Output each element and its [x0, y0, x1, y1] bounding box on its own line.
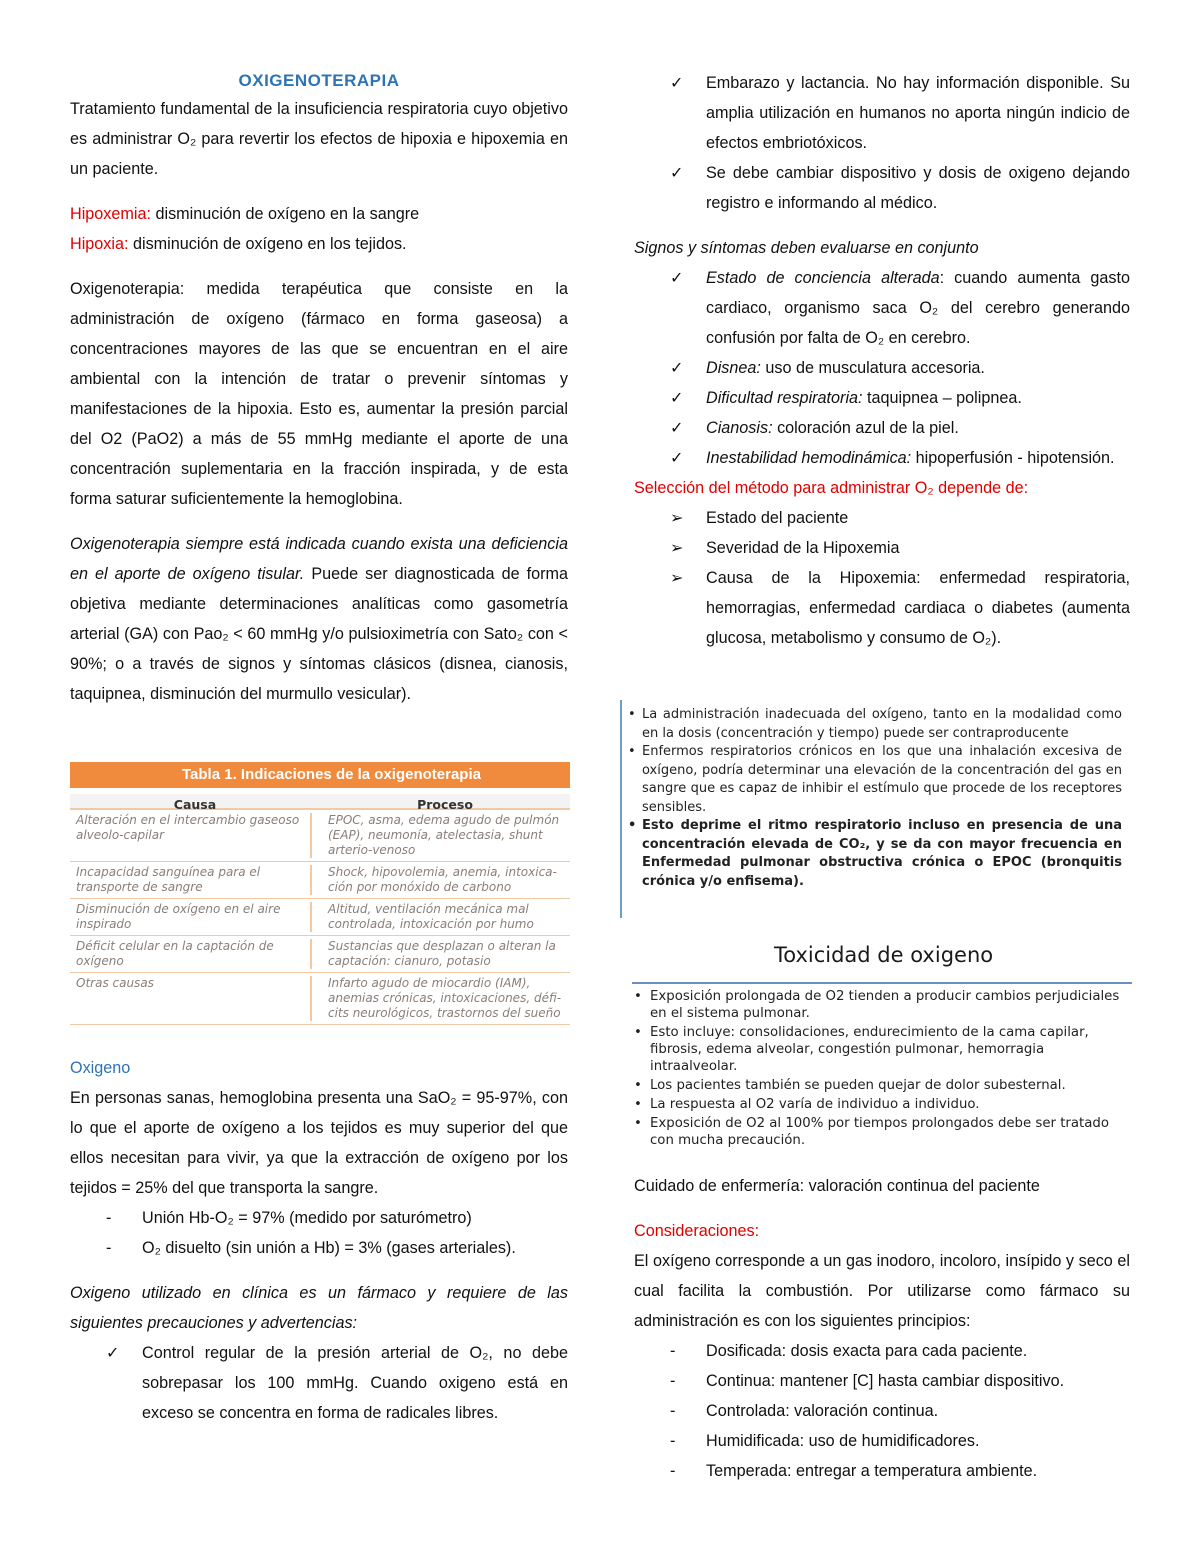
list-item: - Humidificada: uso de humidificadores. — [634, 1426, 1130, 1456]
left-column — [70, 68, 568, 709]
check-icon: ✓ — [670, 389, 684, 407]
check-icon: ✓ — [670, 449, 684, 467]
table-cell: Alteración en el intercambio gaseoso alveolo-capilar — [70, 813, 312, 858]
list-item: ✓ Se debe cambiar dispositivo y dosis de oxigeno dejando registro e informando al médico. — [634, 158, 1130, 218]
hipoxia-text: disminución de oxígeno en los tejidos. — [128, 235, 407, 253]
table-row — [70, 810, 570, 862]
saturation-list — [70, 1203, 568, 1263]
dash-icon: - — [670, 1402, 676, 1420]
list-item: - Controlada: valoración continua. — [634, 1396, 1130, 1426]
arrow-icon: ➢ — [670, 569, 684, 587]
list-item: ➢ Estado del paciente — [634, 503, 1130, 533]
dash-icon: - — [670, 1342, 676, 1360]
table-header-cell: Causa — [173, 797, 217, 812]
indication-rest: Puede ser diagnosticada de forma objetiva mediante determinaciones analíticas como gasometría arterial (GA) con Pao₂ < 60 mmHg y/o pulsioximetría con Sato₂ con < 90%; o a través de signos y síntomas clásicos (disnea, cianosis, taquipnea, disminución del murmullo vesicular). — [70, 565, 568, 703]
signos-heading: Signos y síntomas deben evaluarse en conjunto — [634, 239, 979, 257]
right-column-bottom — [634, 1171, 1130, 1486]
consideraciones-paragraph: El oxígeno corresponde a un gas inodoro, incoloro, insípido y seco el cual facilita la combustión. Por utilizarse como fármaco su administración es con los siguientes principios: — [634, 1252, 1130, 1330]
page-title: OXIGENOTERAPIA — [238, 71, 400, 90]
list-item: • La administración inadecuada del oxígeno, tanto en la modalidad como en la dosis (concentración y tiempo) puede ser contraproducente — [628, 707, 1122, 741]
dash-icon: - — [670, 1432, 676, 1450]
oxigeno-paragraph: En personas sanas, hemoglobina presenta una SaO₂ = 95-97%, con lo que el aporte de oxígeno a los tejidos es muy superior del que ellos necesitan para vivir, ya que la extracción de oxígeno por los tejidos = 25% del que transporta la sangre. — [70, 1089, 568, 1197]
bullet-icon: • — [634, 1025, 642, 1040]
check-icon: ✓ — [670, 419, 684, 437]
list-item: • Enfermos respiratorios crónicos en los que una inhalación excesiva de oxígeno, podría determinar una elevación de la concentración del gas en sangre que es capaz de inhibir el estímulo que procede de los receptores sensibles. — [628, 744, 1122, 815]
table-cell: Sustancias que desplazan o alteran la captación: cianuro, potasio — [328, 939, 556, 968]
table-row — [70, 899, 570, 936]
list-item: ✓ Inestabilidad hemodinámica: hipoperfusión - hipotensión. — [634, 443, 1130, 473]
hipoxemia-text: disminución de oxígeno en la sangre — [150, 205, 420, 223]
dash-icon: - — [106, 1239, 112, 1257]
list-item: • Exposición prolongada de O2 tienden a producir cambios perjudiciales en el sistema pulmonar. — [634, 989, 1120, 1021]
consideraciones-heading: Consideraciones: — [634, 1222, 760, 1240]
table-row — [70, 862, 570, 899]
indication-paragraph — [70, 529, 568, 709]
table-cell: Disminución de oxígeno en el aire inspirado — [70, 902, 312, 932]
arrow-icon: ➢ — [670, 509, 684, 527]
table-row — [70, 973, 570, 1025]
list-item: • Esto incluye: consolidaciones, endurecimiento de la cama capilar, fibrosis, edema alveolar, congestión pulmonar, hemorragia intraalveolar. — [634, 1025, 1089, 1074]
list-item: - O₂ disuelto (sin unión a Hb) = 3% (gases arteriales). — [70, 1233, 568, 1263]
hipoxemia-label: Hipoxemia: — [70, 205, 151, 223]
toxicity-list — [634, 988, 1134, 1151]
table-row — [70, 936, 570, 973]
bullet-icon: • — [628, 744, 636, 759]
intro-paragraph: Tratamiento fundamental de la insuficiencia respiratoria cuyo objetivo es administrar O₂ para revertir los efectos de hipoxia e hipoxemia en un paciente. — [70, 100, 568, 178]
table-title: Tabla 1. Indicaciones de la oxigenoterapia — [70, 762, 570, 788]
check-icon: ✓ — [106, 1344, 120, 1362]
indications-table — [70, 762, 570, 1025]
list-item: ✓ Control regular de la presión arterial de O₂, no debe sobrepasar los 100 mmHg. Cuando oxigeno está en exceso se concentra en forma de radicales libres. — [70, 1338, 568, 1428]
list-item: ✓ Dificultad respiratoria: taquipnea – polipnea. — [634, 383, 1130, 413]
list-item: ✓ Estado de conciencia alterada: cuando aumenta gasto cardiaco, organismo saca O₂ del cerebro generando confusión por falta de O₂ en cerebro. — [634, 263, 1130, 353]
list-item: • Esto deprime el ritmo respiratorio incluso en presencia de una concentración elevada de CO₂, y se da con mayor frecuencia en Enfermedad pulmonar obstructiva crónica o EPOC (bronquitis crónica y/o enfisema). — [628, 818, 1122, 889]
list-item: ✓ Disnea: uso de musculatura accesoria. — [634, 353, 1130, 383]
right-column — [634, 68, 1130, 653]
list-item: • La respuesta al O2 varía de individuo a individuo. — [634, 1097, 980, 1112]
table-header-cell: Proceso — [417, 797, 473, 812]
oxigeno-heading: Oxigeno — [70, 1059, 131, 1077]
check-icon: ✓ — [670, 359, 684, 377]
table-cell: Otras causas — [70, 976, 312, 1021]
definition-paragraph: Oxigenoterapia: medida terapéutica que consiste en la administración de oxígeno (fármaco en forma gaseosa) a concentraciones mayores de las que se encuentran en el aire ambiental con la intención de tratar o prevenir síntomas y manifestaciones de la hipoxia. Esto es, aumentar la presión parcial del O2 (PaO2) a más de 55 mmHg mediante el aporte de una concentración suplementaria en la fracción inspirada, y de esta forma saturar suficientemente la hemoglobina. — [70, 280, 568, 508]
precauciones-paragraph: Oxigeno utilizado en clínica es un fármaco y requiere de las siguientes precauciones y advertencias: — [70, 1284, 568, 1332]
divider — [632, 982, 1132, 984]
check-icon: ✓ — [670, 269, 684, 287]
table-cell: Déficit celular en la captación de oxígeno — [70, 939, 312, 969]
bullet-icon: • — [634, 1097, 642, 1112]
table-cell: Altitud, ventilación mecánica mal controlada, intoxicación por humo — [328, 902, 534, 931]
table-cell: Incapacidad sanguínea para el transporte de sangre — [70, 865, 312, 895]
precaution-list-continued — [634, 68, 1130, 218]
check-icon: ✓ — [670, 164, 684, 182]
table-cell: Infarto agudo de miocardio (IAM), anemias crónicas, intoxicaciones, défi-cits neurológicos, trastornos del sueño — [328, 976, 562, 1020]
list-item: • Exposición de O2 al 100% por tiempos prolongados debe ser tratado con mucha precaución. — [634, 1116, 1109, 1148]
bullet-icon: • — [634, 989, 642, 1004]
signos-list — [634, 263, 1130, 473]
bullet-icon: • — [634, 1116, 642, 1131]
list-item: • Los pacientes también se pueden quejar de dolor subesternal. — [634, 1078, 1066, 1093]
arrow-icon: ➢ — [670, 539, 684, 557]
list-item: ➢ Causa de la Hipoxemia: enfermedad respiratoria, hemorragias, enfermedad cardiaca o diabetes (aumenta glucosa, metabolismo y consumo de O₂). — [634, 563, 1130, 653]
precaution-list — [70, 1338, 568, 1428]
list-item: ➢ Severidad de la Hipoxemia — [634, 533, 1130, 563]
check-icon: ✓ — [670, 74, 684, 92]
dash-icon: - — [106, 1209, 112, 1227]
table-cell: Shock, hipovolemia, anemia, intoxica-ción por monóxido de carbono — [328, 865, 557, 894]
list-item: - Temperada: entregar a temperatura ambiente. — [634, 1456, 1130, 1486]
indication-italic: Oxigenoterapia siempre está indicada cuando exista una deficiencia en el aporte de oxígeno tisular. — [70, 535, 568, 583]
list-item: ✓ Cianosis: coloración azul de la piel. — [634, 413, 1130, 443]
dash-icon: - — [670, 1462, 676, 1480]
dash-icon: - — [670, 1372, 676, 1390]
list-item: - Unión Hb-O₂ = 97% (medido por saturómetro) — [70, 1203, 568, 1233]
left-column-bottom — [70, 1053, 568, 1428]
seleccion-heading: Selección del método para administrar O₂ depende de: — [634, 479, 1029, 497]
table-cell: EPOC, asma, edema agudo de pulmón (EAP), neumonía, atelectasia, shunt arterio-venoso — [328, 813, 560, 857]
bullet-icon: • — [634, 1078, 642, 1093]
bullet-icon: • — [628, 707, 636, 722]
list-item: ✓ Embarazo y lactancia. No hay información disponible. Su amplia utilización en humanos no aporta ningún indicio de efectos embriotóxicos. — [634, 68, 1130, 158]
hipoxemia-definition — [70, 199, 568, 229]
bullet-icon: • — [628, 818, 637, 833]
cuidado-heading: Cuidado de enfermería: valoración continua del paciente — [634, 1177, 1040, 1195]
toxicity-title: Toxicidad de oxigeno — [774, 943, 994, 967]
list-item: - Dosificada: dosis exacta para cada paciente. — [634, 1336, 1130, 1366]
seleccion-list — [634, 503, 1130, 653]
table-header — [70, 788, 570, 810]
hipoxia-definition — [70, 229, 568, 259]
oxygen-risk-box — [620, 700, 1130, 918]
hipoxia-label: Hipoxia: — [70, 235, 129, 253]
list-item: - Continua: mantener [C] hasta cambiar dispositivo. — [634, 1366, 1130, 1396]
principios-list — [634, 1336, 1130, 1486]
